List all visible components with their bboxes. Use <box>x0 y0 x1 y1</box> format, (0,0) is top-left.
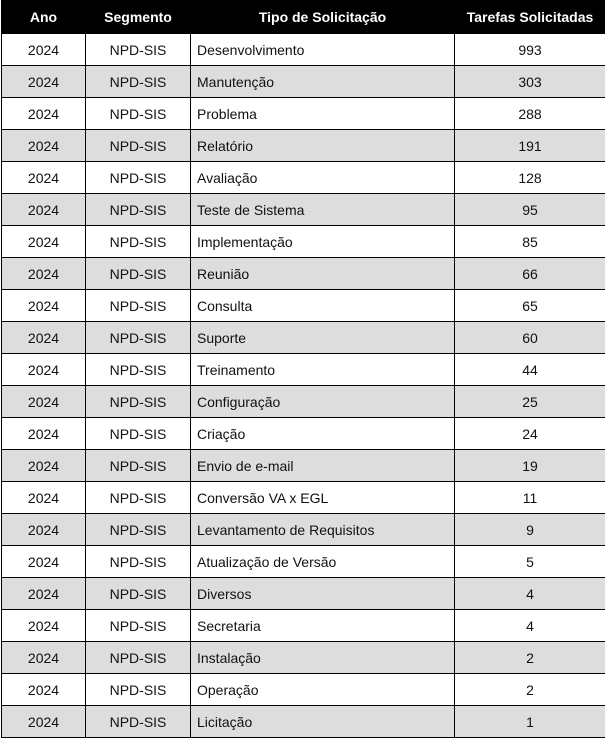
table-body <box>2 34 605 738</box>
tarefas-solicitadas-cell: 191 <box>455 130 605 162</box>
ano-cell: 2024 <box>2 354 86 386</box>
table-row <box>2 546 605 578</box>
segmento-cell: NPD-SIS <box>86 98 191 130</box>
ano-cell: 2024 <box>2 258 86 290</box>
segmento-cell: NPD-SIS <box>86 66 191 98</box>
table-row <box>2 706 605 738</box>
tipo-de-solicitacao-cell: Suporte <box>191 322 455 354</box>
tarefas-solicitadas-cell: 5 <box>455 546 605 578</box>
tarefas-solicitadas-cell: 2 <box>455 674 605 706</box>
segmento-cell: NPD-SIS <box>86 226 191 258</box>
ano-cell: 2024 <box>2 290 86 322</box>
segmento-cell: NPD-SIS <box>86 386 191 418</box>
segmento-cell: NPD-SIS <box>86 610 191 642</box>
table-row <box>2 130 605 162</box>
segmento-cell: NPD-SIS <box>86 354 191 386</box>
tipo-de-solicitacao-cell: Operação <box>191 674 455 706</box>
tipo-de-solicitacao-cell: Consulta <box>191 290 455 322</box>
tipo-de-solicitacao-cell: Secretaria <box>191 610 455 642</box>
segmento-cell: NPD-SIS <box>86 258 191 290</box>
segmento-cell: NPD-SIS <box>86 450 191 482</box>
ano-cell: 2024 <box>2 514 86 546</box>
ano-cell: 2024 <box>2 642 86 674</box>
tipo-de-solicitacao-cell: Desenvolvimento <box>191 34 455 66</box>
tarefas-solicitadas-cell: 9 <box>455 514 605 546</box>
ano-cell: 2024 <box>2 450 86 482</box>
tarefas-solicitadas-cell: 4 <box>455 610 605 642</box>
table-row <box>2 34 605 66</box>
tipo-de-solicitacao-cell: Criação <box>191 418 455 450</box>
segmento-cell: NPD-SIS <box>86 578 191 610</box>
tipo-de-solicitacao-cell: Instalação <box>191 642 455 674</box>
header-row <box>2 1 605 34</box>
segmento-cell: NPD-SIS <box>86 642 191 674</box>
segmento-cell: NPD-SIS <box>86 674 191 706</box>
ano-cell: 2024 <box>2 322 86 354</box>
ano-cell: 2024 <box>2 130 86 162</box>
tarefas-solicitadas-cell: 19 <box>455 450 605 482</box>
table-row <box>2 578 605 610</box>
tipo-de-solicitacao-cell: Implementação <box>191 226 455 258</box>
tarefas-solicitadas-cell: 11 <box>455 482 605 514</box>
ano-cell: 2024 <box>2 386 86 418</box>
segmento-cell: NPD-SIS <box>86 322 191 354</box>
tipo-de-solicitacao-cell: Envio de e-mail <box>191 450 455 482</box>
ano-cell: 2024 <box>2 674 86 706</box>
tarefas-solicitadas-cell: 4 <box>455 578 605 610</box>
table-row <box>2 194 605 226</box>
ano-cell: 2024 <box>2 578 86 610</box>
segmento-cell: NPD-SIS <box>86 546 191 578</box>
tarefas-solicitadas-cell: 24 <box>455 418 605 450</box>
tipo-de-solicitacao-cell: Treinamento <box>191 354 455 386</box>
tarefas-solicitadas-cell: 303 <box>455 66 605 98</box>
table-row <box>2 386 605 418</box>
ano-cell: 2024 <box>2 162 86 194</box>
table-row <box>2 642 605 674</box>
tarefas-solicitadas-cell: 65 <box>455 290 605 322</box>
tarefas-solicitadas-cell: 128 <box>455 162 605 194</box>
ano-cell: 2024 <box>2 546 86 578</box>
tipo-de-solicitacao-cell: Teste de Sistema <box>191 194 455 226</box>
tarefas-solicitadas-cell: 288 <box>455 98 605 130</box>
tarefas-solicitadas-cell: 2 <box>455 642 605 674</box>
table-row <box>2 674 605 706</box>
table-row <box>2 514 605 546</box>
ano-cell: 2024 <box>2 194 86 226</box>
tarefas-solicitadas-cell: 25 <box>455 386 605 418</box>
tipo-de-solicitacao-cell: Licitação <box>191 706 455 738</box>
table-row <box>2 226 605 258</box>
table-row <box>2 258 605 290</box>
ano-cell: 2024 <box>2 226 86 258</box>
column-header-tarefas-solicitadas: Tarefas Solicitadas <box>455 1 605 34</box>
segmento-cell: NPD-SIS <box>86 482 191 514</box>
column-header-ano: Ano <box>2 1 86 34</box>
tipo-de-solicitacao-cell: Relatório <box>191 130 455 162</box>
tarefas-solicitadas-cell: 95 <box>455 194 605 226</box>
segmento-cell: NPD-SIS <box>86 162 191 194</box>
tipo-de-solicitacao-cell: Levantamento de Requisitos <box>191 514 455 546</box>
tarefas-solicitadas-cell: 44 <box>455 354 605 386</box>
column-header-tipo-de-solicitacao: Tipo de Solicitação <box>191 1 455 34</box>
tarefas-solicitadas-cell: 85 <box>455 226 605 258</box>
ano-cell: 2024 <box>2 706 86 738</box>
segmento-cell: NPD-SIS <box>86 418 191 450</box>
table-row <box>2 354 605 386</box>
segmento-cell: NPD-SIS <box>86 514 191 546</box>
tarefas-solicitadas-cell: 993 <box>455 34 605 66</box>
tipo-de-solicitacao-cell: Problema <box>191 98 455 130</box>
tarefas-solicitadas-cell: 1 <box>455 706 605 738</box>
table-row <box>2 162 605 194</box>
tipo-de-solicitacao-cell: Conversão VA x EGL <box>191 482 455 514</box>
tipo-de-solicitacao-cell: Diversos <box>191 578 455 610</box>
ano-cell: 2024 <box>2 482 86 514</box>
segmento-cell: NPD-SIS <box>86 34 191 66</box>
tipo-de-solicitacao-cell: Atualização de Versão <box>191 546 455 578</box>
table-row <box>2 98 605 130</box>
table-row <box>2 290 605 322</box>
table-header <box>2 1 605 34</box>
segmento-cell: NPD-SIS <box>86 706 191 738</box>
tipo-de-solicitacao-cell: Avaliação <box>191 162 455 194</box>
table-row <box>2 322 605 354</box>
requests-table <box>1 0 605 738</box>
table-row <box>2 450 605 482</box>
segmento-cell: NPD-SIS <box>86 290 191 322</box>
segmento-cell: NPD-SIS <box>86 194 191 226</box>
table-row <box>2 482 605 514</box>
ano-cell: 2024 <box>2 34 86 66</box>
table-row <box>2 610 605 642</box>
column-header-segmento: Segmento <box>86 1 191 34</box>
ano-cell: 2024 <box>2 66 86 98</box>
tipo-de-solicitacao-cell: Reunião <box>191 258 455 290</box>
tipo-de-solicitacao-cell: Manutenção <box>191 66 455 98</box>
ano-cell: 2024 <box>2 610 86 642</box>
tipo-de-solicitacao-cell: Configuração <box>191 386 455 418</box>
tarefas-solicitadas-cell: 60 <box>455 322 605 354</box>
table-row <box>2 66 605 98</box>
table-row <box>2 418 605 450</box>
ano-cell: 2024 <box>2 418 86 450</box>
tarefas-solicitadas-cell: 66 <box>455 258 605 290</box>
ano-cell: 2024 <box>2 98 86 130</box>
segmento-cell: NPD-SIS <box>86 130 191 162</box>
